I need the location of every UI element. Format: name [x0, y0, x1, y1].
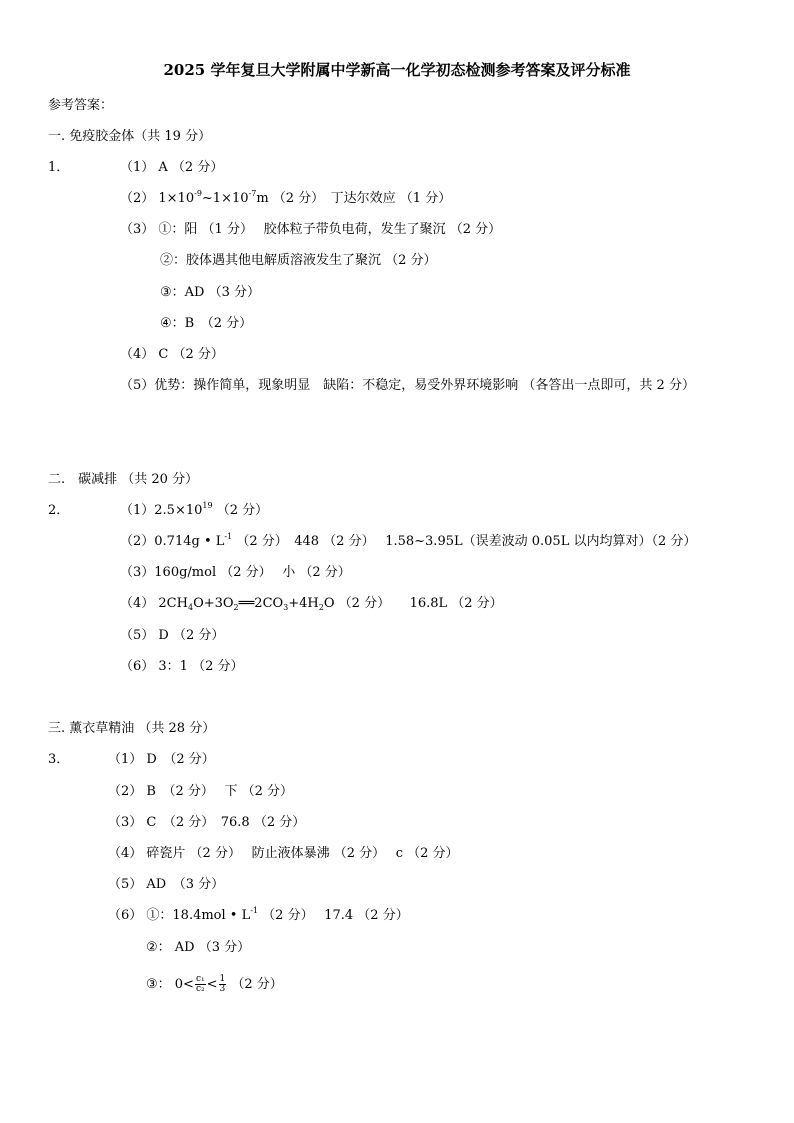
- answer-3-1: （1） D （2 分）: [108, 752, 215, 767]
- answer-3-6-3: ③： 0< $\frac{\text{c₁}}{\text{c₂}}$ < $\frac{1}{3}$ （2 分）: [146, 974, 283, 994]
- answer-1-3-2: ②：胶体遇其他电解质溶液发生了聚沉 （2 分）: [160, 253, 437, 268]
- answer-1-3-1: （3） ①：阳 （1 分） 胶体粒子带负电荷，发生了聚沉 （2 分）: [120, 222, 502, 237]
- section-1-heading: 一. 免疫胶金体（共 19 分）: [48, 129, 212, 144]
- question-2-number: 2．: [48, 503, 70, 518]
- answer-1-1: （1） A （2 分）: [120, 160, 224, 175]
- answer-3-5: （5） AD （3 分）: [108, 877, 225, 892]
- question-1-number: 1．: [48, 160, 70, 175]
- answer-1-3-4: ④：B （2 分）: [160, 316, 253, 331]
- section-3-heading: 三. 薰衣草精油 （共 28 分）: [48, 721, 216, 736]
- answer-1-4: （4） C （2 分）: [120, 347, 224, 362]
- answer-1-2: （2） $1\times 10^{-9}\sim 1\times 10^{-7}m$ （2 分） 丁达尔效应 （1 分）: [120, 189, 452, 206]
- answer-3-2: （2） B （2 分） 下 （2 分）: [108, 784, 294, 799]
- answer-3-4: （4） 碎瓷片 （2 分） 防止液体暴沸 （2 分） c （2 分）: [108, 846, 459, 861]
- page-title: 2025 学年复旦大学附属中学新高一化学初态检测参考答案及评分标准: [163, 61, 631, 79]
- answer-3-6-2: ②： AD （3 分）: [146, 940, 251, 955]
- answer-2-5: （5） D （2 分）: [120, 628, 225, 643]
- answer-1-5: （5）优势：操作简单，现象明显 缺陷：不稳定，易受外界环境影响 （各答出一点即可，共 2 分）: [120, 378, 695, 393]
- answer-3-3: （3） C （2 分） 76.8 （2 分）: [108, 815, 306, 830]
- answer-2-6: （6） 3：1 （2 分）: [120, 659, 244, 674]
- answer-3-6-1: （6） ①：18.4mol • $L^{-1}$ （2 分） 17.4 （2 分）: [108, 906, 409, 923]
- answer-1-3-3: ③：AD （3 分）: [160, 285, 261, 300]
- fraction-one-third: $\frac{1}{3}$: [219, 974, 226, 994]
- answer-2-1: $(1)2.5\times 10^{19}$ （2 分）: [120, 501, 269, 518]
- fraction-c1-c2: $\frac{\text{c₁}}{\text{c₂}}$: [195, 974, 205, 994]
- answer-2-2: （2）0.714g • $L^{-1}$ （2 分） 448 （2 分） 1.58~3.95L（误差波动 0.05L 以内均算对）（2 分）: [120, 532, 697, 549]
- answer-2-4: （4） $2CH_4O+3O_2══2CO_3+4H_2O$ （2 分） 16.8L （2 分）: [120, 596, 503, 612]
- question-3-number: 3．: [48, 752, 70, 767]
- reference-answer-label: 参考答案：: [48, 98, 114, 113]
- section-2-heading: 二. 碳减排 （共 20 分）: [48, 472, 199, 487]
- answer-2-3: （3）160g/mol （2 分） 小 （2 分）: [120, 565, 351, 580]
